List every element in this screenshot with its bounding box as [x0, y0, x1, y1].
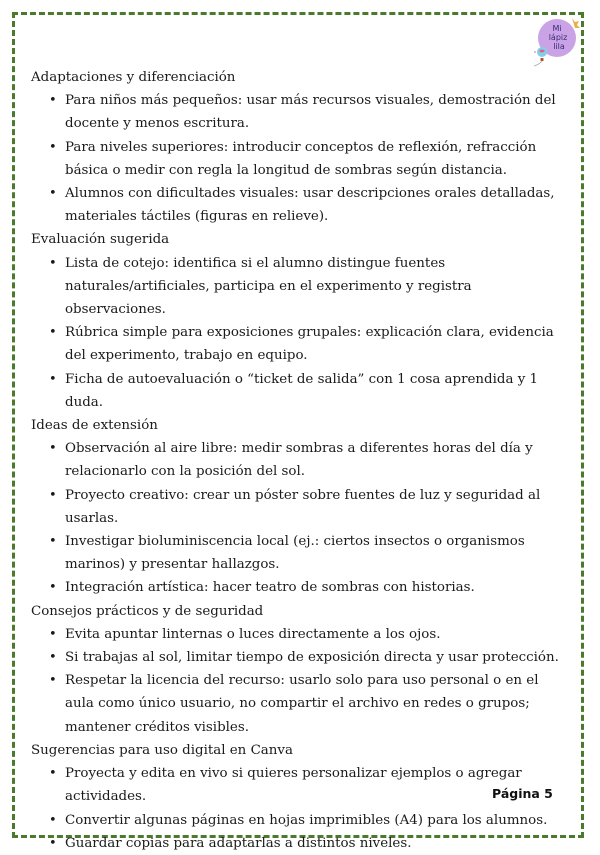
list-item: • Proyecta y edita en vivo si quieres personalizar ejemplos o agregar actividades. [55, 762, 571, 808]
list-item: • Investigar bioluminiscencia local (ej.: ciertos insectos o organismos marinos) y presentar hallazgos. [55, 530, 571, 576]
section-consejos-seguridad [31, 600, 571, 739]
svg-text:lila: lila [553, 42, 565, 51]
bullet-list [31, 623, 571, 739]
section-evaluacion [31, 228, 571, 414]
list-item: • Integración artística: hacer teatro de sombras con historias. [55, 576, 571, 599]
list-item: • Rúbrica simple para exposiciones grupales: explicación clara, evidencia del experimento, trabajo en equipo. [55, 321, 571, 367]
section-title: Evaluación sugerida [31, 232, 170, 248]
section-title: Sugerencias para uso digital en Canva [31, 742, 293, 758]
section-adaptaciones [31, 66, 571, 228]
balloon-logo-icon [532, 14, 584, 72]
bullet-list [31, 89, 571, 228]
section-title: Ideas de extensión [31, 418, 158, 434]
bullet-list [31, 437, 571, 599]
section-uso-digital-canva [31, 739, 571, 855]
section-ideas-extension [31, 414, 571, 600]
list-item: • Evita apuntar linternas o luces directamente a los ojos. [55, 623, 571, 646]
svg-text:Mi: Mi [552, 24, 562, 33]
bullet-list [31, 252, 571, 414]
list-item: • Lista de cotejo: identifica si el alumno distingue fuentes naturales/artificiales, participa en el experimento y registra observaciones. [55, 252, 571, 322]
page-number: Página 5 [492, 786, 553, 801]
section-title: Adaptaciones y diferenciación [31, 70, 236, 85]
list-item: • Alumnos con dificultades visuales: usar descripciones orales detalladas, materiales táctiles (figuras en relieve). [55, 182, 571, 228]
brand-logo [532, 14, 584, 72]
list-item: • Para niños más pequeños: usar más recursos visuales, demostración del docente y menos escritura. [55, 89, 571, 135]
list-item: • Proyecto creativo: crear un póster sobre fuentes de luz y seguridad al usarlas. [55, 484, 571, 530]
list-item: • Ficha de autoevaluación o “ticket de salida” con 1 cosa aprendida y 1 duda. [55, 368, 571, 414]
list-item: • Si trabajas al sol, limitar tiempo de exposición directa y usar protección. [55, 646, 571, 669]
list-item: • Para niveles superiores: introducir conceptos de reflexión, refracción básica o medir con regla la longitud de sombras según distancia. [55, 136, 571, 182]
svg-text:lápiz: lápiz [548, 33, 568, 42]
list-item: • Respetar la licencia del recurso: usarlo solo para uso personal o en el aula como único usuario, no compartir el archivo en redes o grupos; mantener créditos visibles. [55, 669, 571, 739]
list-item: • Observación al aire libre: medir sombras a diferentes horas del día y relacionarlo con la posición del sol. [55, 437, 571, 483]
document-body [31, 66, 571, 855]
list-item: • Guardar copias para adaptarlas a distintos niveles. [55, 832, 571, 855]
list-item: • Convertir algunas páginas en hojas imprimibles (A4) para los alumnos. [55, 809, 571, 832]
bullet-list [31, 762, 571, 855]
section-title: Consejos prácticos y de seguridad [31, 603, 264, 619]
